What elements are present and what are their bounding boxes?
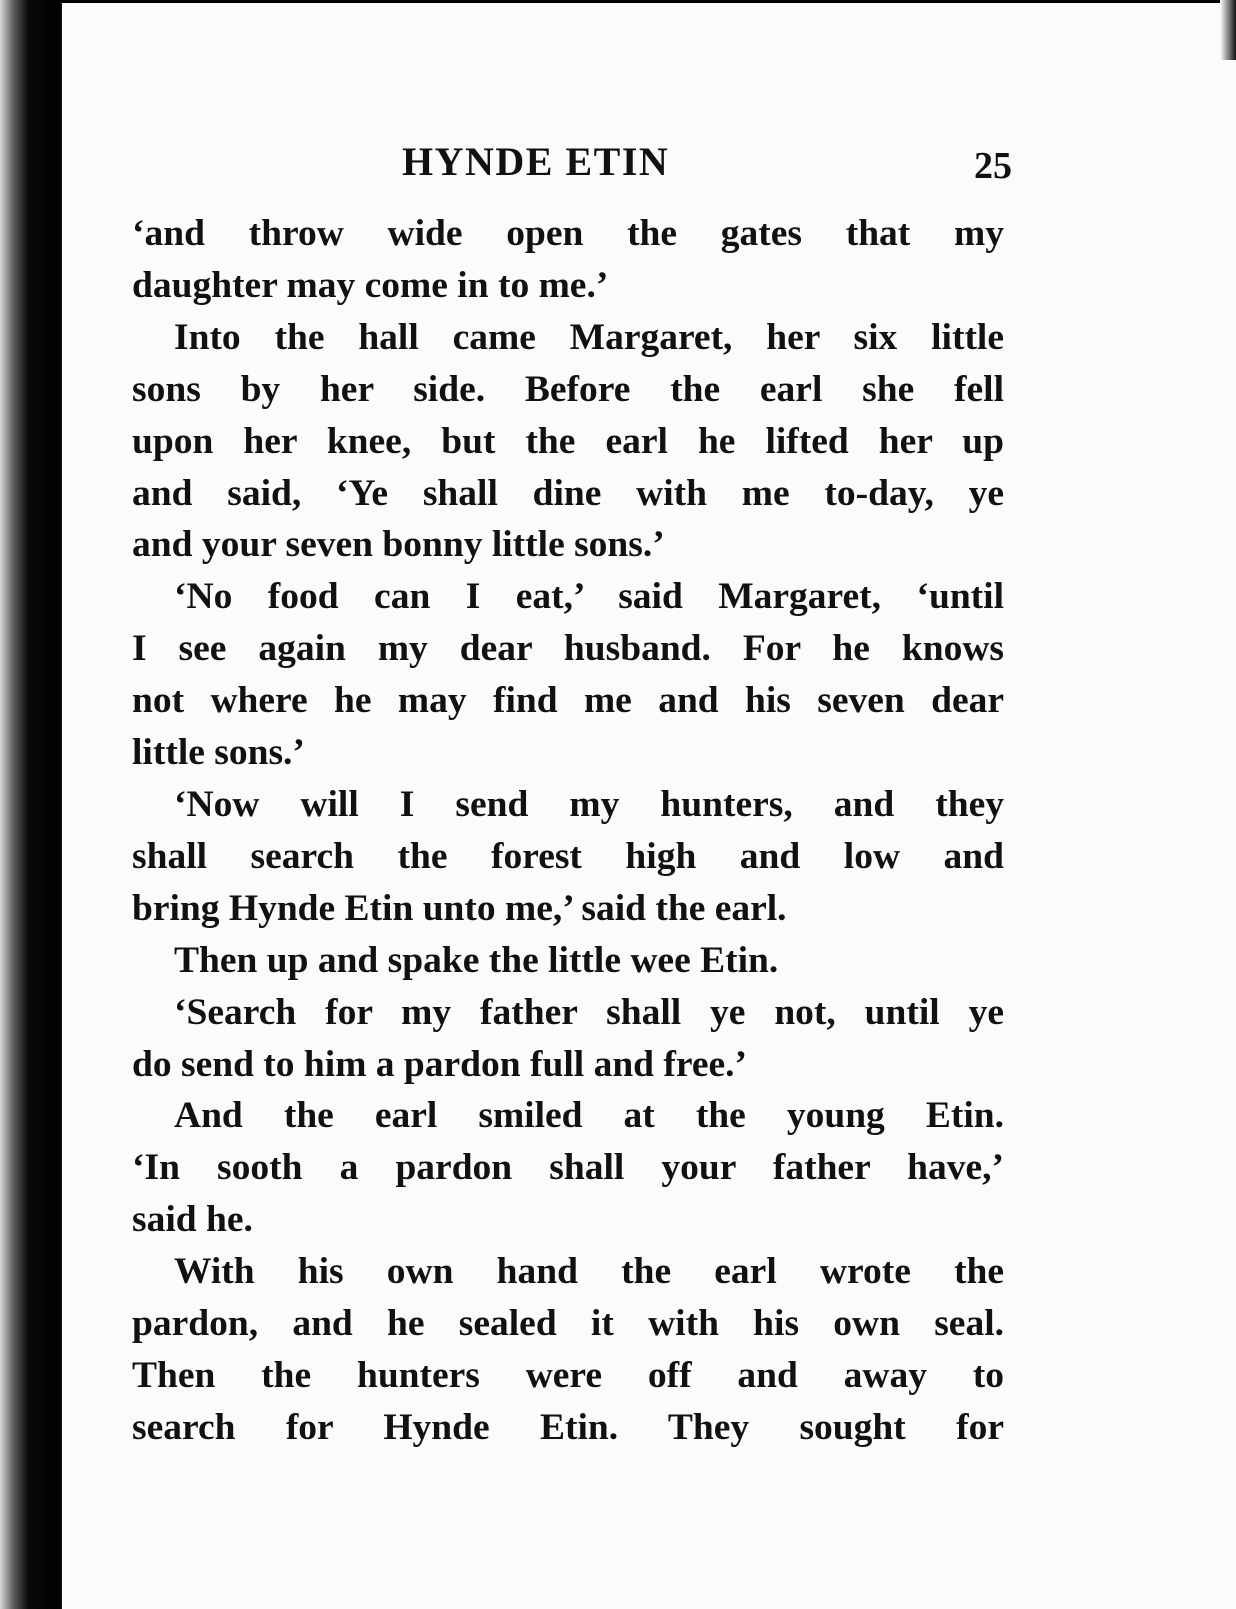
paragraph — [132, 1246, 1004, 1454]
text-line: little sons.’ — [132, 732, 305, 774]
paragraph — [132, 935, 1004, 987]
text-line: pardon, and he sealed it with his own seal. — [132, 1303, 1004, 1345]
text-line: sons by her side. Before the earl she fell — [132, 368, 1004, 410]
paragraph — [132, 779, 1004, 935]
text-line: bring Hynde Etin unto me,’ said the earl. — [132, 887, 787, 929]
text-line: and your seven bonny little sons.’ — [132, 524, 665, 566]
page-header — [132, 138, 1012, 188]
text-line: do send to him a pardon full and free.’ — [132, 1043, 748, 1085]
paragraph — [132, 312, 1004, 572]
text-line: ‘No food can I eat,’ said Margaret, ‘until — [174, 576, 1004, 618]
text-line: I see again my dear husband. For he knows — [132, 628, 1004, 670]
text-line: daughter may come in to me.’ — [132, 264, 609, 306]
page-number: 25 — [974, 145, 1012, 187]
scan-corner-edge — [1220, 0, 1236, 60]
scan-binding-shadow — [0, 0, 62, 1609]
text-line: and said, ‘Ye shall dine with me to-day, ye — [132, 472, 1004, 514]
text-line: Into the hall came Margaret, her six little — [174, 316, 1004, 358]
scan-top-edge — [60, 0, 1236, 3]
text-line: shall search the forest high and low and — [132, 835, 1004, 877]
body-text — [132, 208, 1004, 1454]
text-line: ‘Now will I send my hunters, and they — [174, 783, 1004, 825]
text-line: And the earl smiled at the young Etin. — [174, 1095, 1004, 1137]
text-line: ‘and throw wide open the gates that my — [132, 213, 1004, 254]
text-line: upon her knee, but the earl he lifted her up — [132, 420, 1004, 462]
text-line: ‘In sooth a pardon shall your father have,’ — [132, 1147, 1004, 1189]
paragraph — [132, 208, 1004, 312]
running-title: HYNDE ETIN — [402, 139, 670, 184]
text-line: not where he may find me and his seven dear — [132, 680, 1004, 722]
text-line: ‘Search for my father shall ye not, until ye — [174, 991, 1004, 1033]
paragraph — [132, 987, 1004, 1091]
text-line: Then the hunters were off and away to — [132, 1354, 1004, 1396]
text-line: With his own hand the earl wrote the — [174, 1251, 1004, 1293]
paragraph — [132, 571, 1004, 779]
text-line: Then up and spake the little wee Etin. — [174, 939, 779, 981]
text-line: search for Hynde Etin. They sought for — [132, 1406, 1004, 1448]
text-line: said he. — [132, 1199, 253, 1241]
paragraph — [132, 1090, 1004, 1246]
